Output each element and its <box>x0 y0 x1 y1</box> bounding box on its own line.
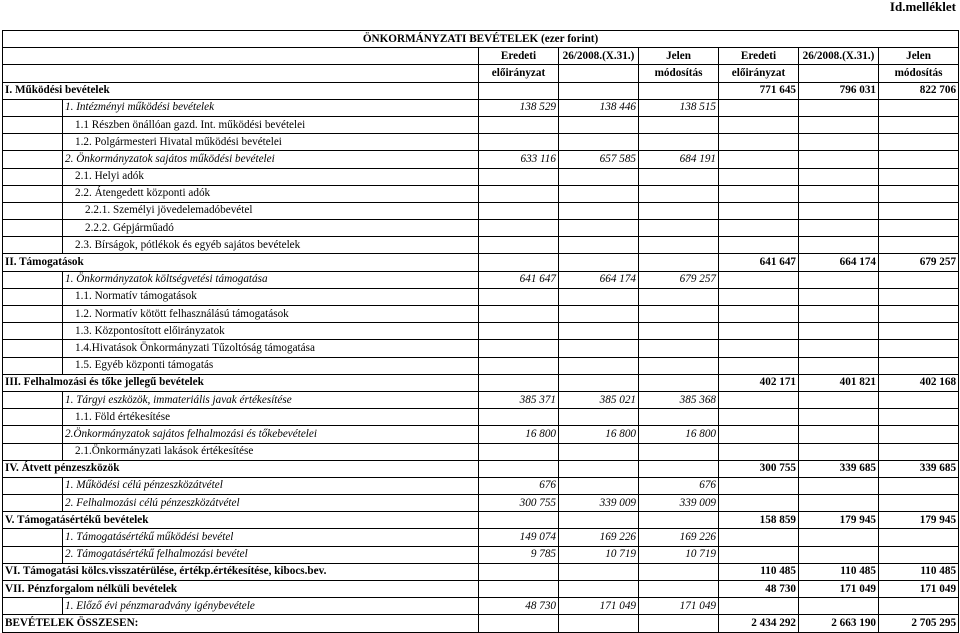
value-cell <box>799 116 879 133</box>
value-cell <box>639 116 719 133</box>
table-row <box>3 529 959 546</box>
row-label: 1.2. Normatív kötött felhasználású támogatások <box>63 306 479 323</box>
value-cell: 10 719 <box>639 546 719 563</box>
value-cell <box>559 512 639 529</box>
value-cell <box>799 306 879 323</box>
row-label: 1.1 Részben önállóan gazd. Int. működési bevételei <box>63 116 479 133</box>
value-cell <box>479 563 559 580</box>
table-row <box>3 409 959 426</box>
row-label: 2.1. Helyi adók <box>63 168 479 185</box>
value-cell <box>719 306 799 323</box>
row-label: I. Működési bevételek <box>3 82 479 99</box>
value-cell: 822 706 <box>879 82 959 99</box>
value-cell <box>719 546 799 563</box>
header-cell: előirányzat <box>479 65 559 82</box>
value-cell: 16 800 <box>559 426 639 443</box>
value-cell <box>879 409 959 426</box>
value-cell <box>639 357 719 374</box>
value-cell <box>719 134 799 151</box>
value-cell <box>639 512 719 529</box>
value-cell <box>639 563 719 580</box>
value-cell: 48 730 <box>479 598 559 615</box>
value-cell <box>559 254 639 271</box>
value-cell <box>719 409 799 426</box>
table-row <box>3 99 959 116</box>
value-cell <box>639 323 719 340</box>
value-cell <box>559 306 639 323</box>
value-cell <box>479 581 559 598</box>
value-cell <box>479 615 559 632</box>
value-cell <box>879 306 959 323</box>
value-cell <box>479 168 559 185</box>
row-label: 2.2. Átengedett központi adók <box>63 185 479 202</box>
header-cell: Jelen <box>879 48 959 65</box>
value-cell: 138 446 <box>559 99 639 116</box>
header-row-1 <box>3 48 959 65</box>
value-cell: 339 009 <box>639 495 719 512</box>
row-label: 1.4.Hivatások Önkormányzati Tűzoltóság támogatása <box>63 340 479 357</box>
row-label: 2. Támogatásértékű felhalmozási bevétel <box>63 546 479 563</box>
value-cell <box>879 168 959 185</box>
value-cell <box>559 134 639 151</box>
value-cell: 300 755 <box>719 460 799 477</box>
value-cell <box>719 220 799 237</box>
header-cell: Eredeti <box>479 48 559 65</box>
row-label: 2.2.1. Személyi jövedelemadóbevétel <box>63 202 479 219</box>
value-cell <box>799 168 879 185</box>
row-label: 1. Működési célú pénzeszközátvétel <box>63 477 479 494</box>
header-cell: módosítás <box>639 65 719 82</box>
section-row <box>3 615 959 632</box>
value-cell: 676 <box>639 477 719 494</box>
row-label: 2.1.Önkormányzati lakások értékesítése <box>63 443 479 460</box>
row-label: 2.2.2. Gépjárműadó <box>63 220 479 237</box>
value-cell <box>639 254 719 271</box>
value-cell: 16 800 <box>479 426 559 443</box>
row-label: 2.3. Bírságok, pótlékok és egyéb sajátos bevételek <box>63 237 479 254</box>
value-cell <box>639 409 719 426</box>
value-cell <box>879 598 959 615</box>
value-cell <box>719 151 799 168</box>
row-label: 1. Előző évi pénzmaradvány igénybevétele <box>63 598 479 615</box>
table-row <box>3 340 959 357</box>
value-cell <box>559 563 639 580</box>
value-cell <box>639 443 719 460</box>
row-label: 1.3. Központosított előirányzatok <box>63 323 479 340</box>
value-cell <box>559 340 639 357</box>
value-cell: 402 168 <box>879 374 959 391</box>
value-cell <box>639 581 719 598</box>
value-cell <box>639 460 719 477</box>
value-cell <box>479 185 559 202</box>
value-cell <box>799 323 879 340</box>
table-row <box>3 134 959 151</box>
row-label: 2. Felhalmozási célú pénzeszközátvétel <box>63 495 479 512</box>
value-cell <box>479 82 559 99</box>
value-cell <box>719 529 799 546</box>
section-row <box>3 512 959 529</box>
value-cell <box>719 237 799 254</box>
value-cell <box>559 202 639 219</box>
header-cell <box>799 65 879 82</box>
value-cell <box>719 426 799 443</box>
value-cell <box>799 477 879 494</box>
row-label: VII. Pénzforgalom nélküli bevételek <box>3 581 479 598</box>
table-row <box>3 495 959 512</box>
value-cell <box>719 391 799 408</box>
value-cell <box>639 288 719 305</box>
value-cell <box>479 116 559 133</box>
value-cell <box>799 495 879 512</box>
value-cell: 149 074 <box>479 529 559 546</box>
value-cell <box>479 134 559 151</box>
section-row <box>3 460 959 477</box>
value-cell: 16 800 <box>639 426 719 443</box>
value-cell <box>719 202 799 219</box>
value-cell: 679 257 <box>879 254 959 271</box>
value-cell <box>719 168 799 185</box>
value-cell <box>479 202 559 219</box>
value-cell: 2 434 292 <box>719 615 799 632</box>
header-cell: módosítás <box>879 65 959 82</box>
value-cell <box>639 134 719 151</box>
value-cell <box>799 288 879 305</box>
value-cell <box>479 288 559 305</box>
section-row <box>3 374 959 391</box>
value-cell <box>639 374 719 391</box>
value-cell <box>799 134 879 151</box>
value-cell: 633 116 <box>479 151 559 168</box>
value-cell: 796 031 <box>799 82 879 99</box>
row-label: 1.2. Polgármesteri Hivatal működési bevételei <box>63 134 479 151</box>
value-cell <box>719 443 799 460</box>
value-cell <box>559 323 639 340</box>
value-cell: 339 009 <box>559 495 639 512</box>
header-cell: Eredeti <box>719 48 799 65</box>
value-cell: 385 021 <box>559 391 639 408</box>
value-cell: 9 785 <box>479 546 559 563</box>
value-cell <box>719 99 799 116</box>
value-cell <box>719 598 799 615</box>
value-cell: 179 945 <box>799 512 879 529</box>
value-cell: 385 368 <box>639 391 719 408</box>
value-cell <box>559 443 639 460</box>
value-cell: 171 049 <box>639 598 719 615</box>
header-cell: 26/2008.(X.31.) <box>799 48 879 65</box>
value-cell <box>639 237 719 254</box>
value-cell <box>479 340 559 357</box>
table-row <box>3 443 959 460</box>
annex-label: Id.melléklet <box>889 0 956 14</box>
value-cell <box>639 185 719 202</box>
table-row <box>3 477 959 494</box>
value-cell <box>559 185 639 202</box>
value-cell <box>559 82 639 99</box>
row-label: 1. Támogatásértékű működési bevétel <box>63 529 479 546</box>
table-row <box>3 598 959 615</box>
section-row <box>3 82 959 99</box>
value-cell: 171 049 <box>879 581 959 598</box>
value-cell <box>799 409 879 426</box>
value-cell: 679 257 <box>639 271 719 288</box>
row-label: III. Felhalmozási és tőke jellegű bevételek <box>3 374 479 391</box>
value-cell: 179 945 <box>879 512 959 529</box>
value-cell <box>479 220 559 237</box>
value-cell <box>879 357 959 374</box>
value-cell <box>479 374 559 391</box>
table-row <box>3 220 959 237</box>
value-cell <box>799 202 879 219</box>
value-cell <box>559 477 639 494</box>
row-label: 1.1. Föld értékesítése <box>63 409 479 426</box>
value-cell <box>559 460 639 477</box>
value-cell <box>799 237 879 254</box>
value-cell <box>559 288 639 305</box>
value-cell <box>879 271 959 288</box>
value-cell <box>799 151 879 168</box>
value-cell <box>799 271 879 288</box>
value-cell <box>879 220 959 237</box>
table-row <box>3 116 959 133</box>
table-row <box>3 202 959 219</box>
value-cell: 339 685 <box>879 460 959 477</box>
table-row <box>3 306 959 323</box>
value-cell <box>799 546 879 563</box>
value-cell <box>479 443 559 460</box>
table-row <box>3 185 959 202</box>
value-cell <box>559 116 639 133</box>
value-cell <box>799 185 879 202</box>
value-cell: 641 647 <box>719 254 799 271</box>
value-cell: 657 585 <box>559 151 639 168</box>
value-cell: 771 645 <box>719 82 799 99</box>
value-cell: 385 371 <box>479 391 559 408</box>
value-cell: 48 730 <box>719 581 799 598</box>
revenue-table <box>2 30 959 633</box>
value-cell <box>799 426 879 443</box>
value-cell <box>559 168 639 185</box>
value-cell <box>639 202 719 219</box>
value-cell: 300 755 <box>479 495 559 512</box>
value-cell <box>799 340 879 357</box>
value-cell: 110 485 <box>719 563 799 580</box>
value-cell <box>719 323 799 340</box>
value-cell: 664 174 <box>799 254 879 271</box>
row-label: 1.5. Egyéb központi támogatás <box>63 357 479 374</box>
value-cell: 110 485 <box>799 563 879 580</box>
header-cell <box>559 65 639 82</box>
section-row <box>3 563 959 580</box>
value-cell <box>879 443 959 460</box>
value-cell <box>719 340 799 357</box>
value-cell <box>879 529 959 546</box>
value-cell: 138 515 <box>639 99 719 116</box>
value-cell <box>639 615 719 632</box>
table-row <box>3 288 959 305</box>
value-cell <box>479 306 559 323</box>
value-cell <box>559 237 639 254</box>
value-cell: 10 719 <box>559 546 639 563</box>
row-label: IV. Átvett pénzeszközök <box>3 460 479 477</box>
value-cell <box>719 288 799 305</box>
value-cell <box>479 409 559 426</box>
value-cell <box>559 409 639 426</box>
value-cell <box>479 323 559 340</box>
value-cell: 2 663 190 <box>799 615 879 632</box>
value-cell <box>559 220 639 237</box>
value-cell <box>799 443 879 460</box>
value-cell <box>879 340 959 357</box>
value-cell: 138 529 <box>479 99 559 116</box>
value-cell <box>879 426 959 443</box>
value-cell <box>719 477 799 494</box>
row-label: 1. Önkormányzatok költségvetési támogatása <box>63 271 479 288</box>
value-cell <box>479 512 559 529</box>
value-cell <box>879 288 959 305</box>
table-row <box>3 168 959 185</box>
value-cell <box>639 168 719 185</box>
value-cell: 684 191 <box>639 151 719 168</box>
table-row <box>3 237 959 254</box>
value-cell: 641 647 <box>479 271 559 288</box>
value-cell <box>799 598 879 615</box>
value-cell <box>879 116 959 133</box>
row-label: II. Támogatások <box>3 254 479 271</box>
value-cell <box>799 391 879 408</box>
table-row <box>3 426 959 443</box>
value-cell <box>479 254 559 271</box>
header-cell: Jelen <box>639 48 719 65</box>
value-cell <box>559 581 639 598</box>
value-cell <box>879 546 959 563</box>
value-cell: 676 <box>479 477 559 494</box>
table-title-row <box>3 31 959 48</box>
table-row <box>3 391 959 408</box>
value-cell: 169 226 <box>639 529 719 546</box>
value-cell <box>559 615 639 632</box>
value-cell <box>879 495 959 512</box>
table-title: ÖNKORMÁNYZATI BEVÉTELEK (ezer forint) <box>3 31 959 48</box>
value-cell <box>719 357 799 374</box>
value-cell <box>479 357 559 374</box>
row-label: 1. Tárgyi eszközök, immateriális javak értékesítése <box>63 391 479 408</box>
value-cell: 158 859 <box>719 512 799 529</box>
value-cell <box>639 306 719 323</box>
table-row <box>3 546 959 563</box>
value-cell <box>719 495 799 512</box>
value-cell <box>879 237 959 254</box>
value-cell <box>719 185 799 202</box>
value-cell <box>479 237 559 254</box>
row-label: V. Támogatásértékű bevételek <box>3 512 479 529</box>
value-cell <box>879 151 959 168</box>
value-cell <box>559 357 639 374</box>
header-cell: 26/2008.(X.31.) <box>559 48 639 65</box>
value-cell <box>879 99 959 116</box>
value-cell: 402 171 <box>719 374 799 391</box>
value-cell <box>719 271 799 288</box>
value-cell <box>639 220 719 237</box>
value-cell <box>879 477 959 494</box>
value-cell: 664 174 <box>559 271 639 288</box>
value-cell: 169 226 <box>559 529 639 546</box>
value-cell <box>879 134 959 151</box>
header-cell: előirányzat <box>719 65 799 82</box>
value-cell <box>879 323 959 340</box>
value-cell <box>879 391 959 408</box>
value-cell <box>799 357 879 374</box>
value-cell <box>719 116 799 133</box>
value-cell <box>799 99 879 116</box>
value-cell: 2 705 295 <box>879 615 959 632</box>
table-row <box>3 271 959 288</box>
table-row <box>3 151 959 168</box>
value-cell <box>639 82 719 99</box>
value-cell <box>799 220 879 237</box>
value-cell: 171 049 <box>799 581 879 598</box>
table-row <box>3 323 959 340</box>
row-label: 1.1. Normatív támogatások <box>63 288 479 305</box>
row-label: 2.Önkormányzatok sajátos felhalmozási és tőkebevételei <box>63 426 479 443</box>
row-label: 1. Intézményi működési bevételek <box>63 99 479 116</box>
value-cell: 401 821 <box>799 374 879 391</box>
value-cell <box>879 185 959 202</box>
row-label: BEVÉTELEK ÖSSZESEN: <box>3 615 479 632</box>
row-label: VI. Támogatási kölcs.visszatérülése, értékp.értékesítése, kibocs.bev. <box>3 563 479 580</box>
row-label: 2. Önkormányzatok sajátos működési bevételei <box>63 151 479 168</box>
value-cell <box>559 374 639 391</box>
table-row <box>3 357 959 374</box>
value-cell <box>879 202 959 219</box>
value-cell: 110 485 <box>879 563 959 580</box>
header-row-2 <box>3 65 959 82</box>
value-cell <box>799 529 879 546</box>
section-row <box>3 581 959 598</box>
value-cell <box>479 460 559 477</box>
section-row <box>3 254 959 271</box>
value-cell <box>639 340 719 357</box>
value-cell: 339 685 <box>799 460 879 477</box>
value-cell: 171 049 <box>559 598 639 615</box>
